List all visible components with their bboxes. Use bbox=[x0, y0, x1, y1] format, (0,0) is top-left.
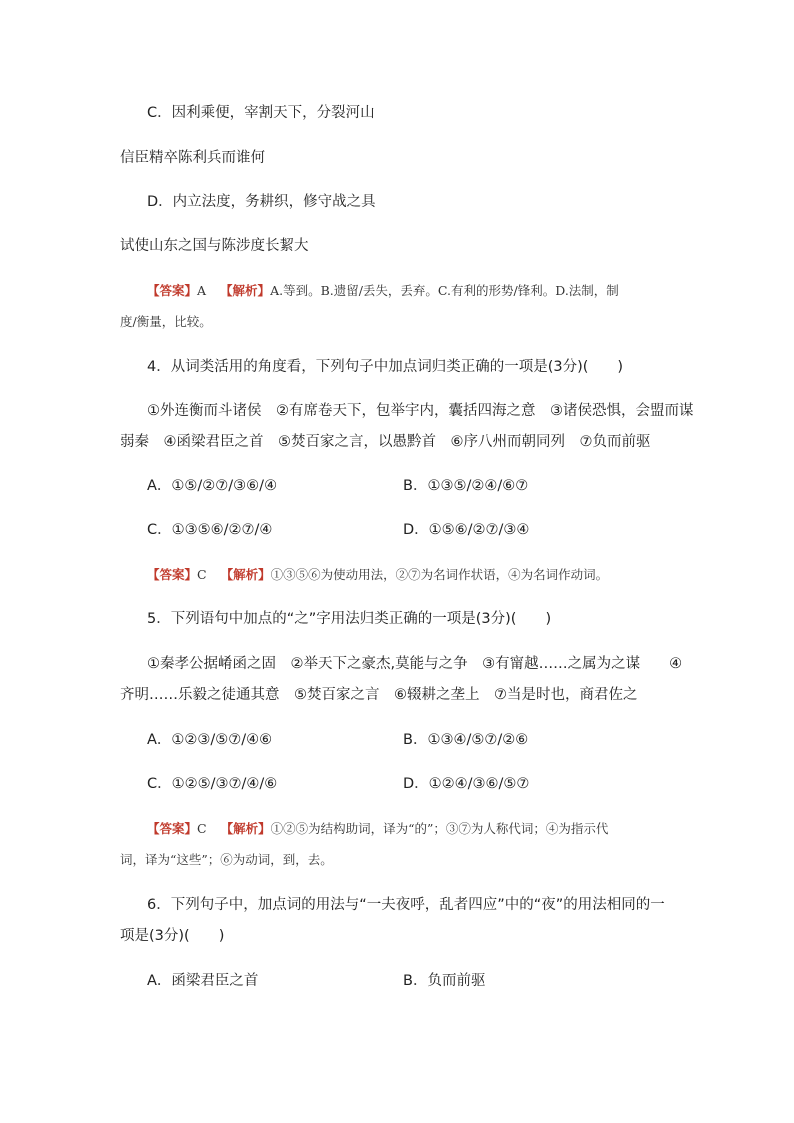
q4-option-c: C．①③⑤⑥/②⑦/④ bbox=[147, 522, 273, 538]
analysis-text: A.等到。B.遗留/丢失，丢弃。C.有利的形势/锋利。D.法制，制 bbox=[270, 283, 619, 298]
q6-option-b: B．负而前驱 bbox=[403, 973, 486, 989]
q5-sentences-line2: 齐明……乐毅之徒通其意 ⑤焚百家之言 ⑥辍耕之垄上 ⑦当是时也，商君佐之 bbox=[120, 687, 638, 703]
q6-stem-line2: 项是(3分)( ) bbox=[120, 928, 225, 944]
q4-option-b: B．①③⑤/②④/⑥⑦ bbox=[403, 478, 529, 494]
q3-option-c: C．因利乘便，宰割天下，分裂河山 bbox=[147, 105, 375, 121]
q4-sentences-line1: ①外连衡而斗诸侯 ②有席卷天下，包举宇内，囊括四海之意 ③诸侯恐惧，会盟而谋 bbox=[147, 403, 694, 419]
q4-option-a: A．①⑤/②⑦/③⑥/④ bbox=[147, 478, 278, 494]
q5-option-c: C．①②⑤/③⑦/④/⑥ bbox=[147, 776, 278, 792]
q5-option-b: B．①③④/⑤⑦/②⑥ bbox=[403, 732, 529, 748]
analysis-tag: 【解析】 bbox=[220, 283, 271, 298]
answer-tag: 【答案】 bbox=[147, 821, 198, 836]
q4-sentences-line2: 弱秦 ④函梁君臣之首 ⑤焚百家之言，以愚黔首 ⑥序八州而朝同列 ⑦负而前驱 bbox=[120, 434, 651, 450]
answer-value: A bbox=[197, 283, 207, 298]
q5-option-a: A．①②③/⑤⑦/④⑥ bbox=[147, 732, 273, 748]
answer-tag: 【答案】 bbox=[147, 283, 198, 298]
q5-answer-line1 bbox=[147, 819, 608, 839]
analysis-text: ①②⑤为结构助词，译为“的”；③⑦为人称代词；④为指示代 bbox=[270, 821, 609, 836]
q5-answer-line2: 词，译为“这些”；⑥为动词，到，去。 bbox=[120, 852, 333, 867]
q4-stem: 4．从词类活用的角度看，下列句子中加点词归类正确的一项是(3分)( ) bbox=[147, 359, 624, 375]
q3-answer-line2: 度/衡量，比较。 bbox=[120, 314, 212, 329]
q5-sentences-line1: ①秦孝公据崤函之固 ②举天下之豪杰,莫能与之争 ③有甯越……之属为之谋 ④ bbox=[147, 656, 683, 672]
q3-answer-line1 bbox=[147, 281, 619, 301]
q6-option-a: A．函梁君臣之首 bbox=[147, 973, 259, 989]
q4-option-d: D．①⑤⑥/②⑦/③④ bbox=[403, 522, 530, 538]
analysis-tag: 【解析】 bbox=[220, 821, 271, 836]
answer-tag: 【答案】 bbox=[147, 567, 198, 582]
analysis-tag: 【解析】 bbox=[220, 567, 271, 582]
analysis-text: ①③⑤⑥为使动用法，②⑦为名词作状语，④为名词作动词。 bbox=[270, 567, 609, 582]
q3-option-d-sub: 试使山东之国与陈涉度长絜大 bbox=[120, 238, 309, 254]
answer-value: C bbox=[197, 567, 207, 582]
q5-option-d: D．①②④/③⑥/⑤⑦ bbox=[403, 776, 530, 792]
q6-stem-line1: 6．下列句子中，加点词的用法与“一夫夜呼，乱者四应”中的“夜”的用法相同的一 bbox=[147, 897, 665, 913]
q5-stem: 5．下列语句中加点的“之”字用法归类正确的一项是(3分)( ) bbox=[147, 611, 552, 627]
q4-answer bbox=[147, 565, 608, 585]
answer-value: C bbox=[197, 821, 207, 836]
q3-option-d: D．内立法度，务耕织，修守战之具 bbox=[147, 194, 376, 210]
q3-option-c-sub: 信臣精卒陈利兵而谁何 bbox=[120, 150, 265, 166]
